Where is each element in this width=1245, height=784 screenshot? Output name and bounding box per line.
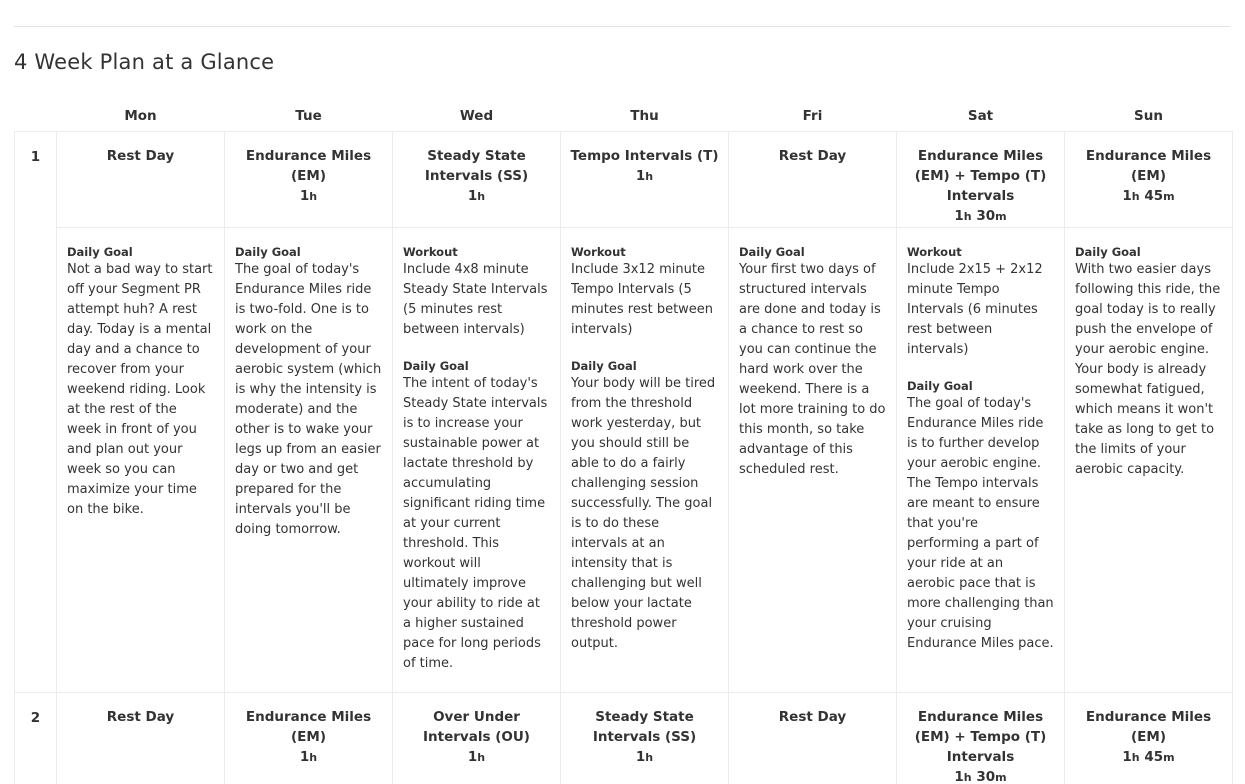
minutes-unit: m [1163,751,1175,764]
workout-name: Steady State Intervals (SS) [424,148,529,184]
workout-name: Endurance Miles (EM) [245,709,372,745]
week-summary-row [15,693,1233,784]
day-summary-cell [57,132,225,228]
workout-duration [1071,747,1226,768]
page-title: 4 Week Plan at a Glance [14,50,275,74]
minutes-unit: m [1163,190,1175,203]
hours-unit: h [963,210,972,223]
section-text: The intent of today's Steady State intervals is to increase your sustainable power at lactate threshold by accumulating significant riding time at your current threshold. This workout will ultimately improve your ability to ride at a higher sustained pace for long periods of time. [403,376,548,671]
workout-name: Steady State Intervals (SS) [592,709,697,745]
day-header: Fri [802,107,823,124]
minutes-unit: m [995,210,1007,223]
workout-name: Rest Day [778,709,847,725]
workout-name: Rest Day [106,148,175,164]
week-detail-row [15,228,1233,693]
week-number: 1 [15,132,57,693]
plan-table [14,100,1233,784]
workout-duration [1071,186,1226,207]
workout-name: Endurance Miles (EM) + Tempo (T) Intervals [914,148,1047,204]
duration-hours: 1 [954,769,964,784]
section-label: Daily Goal [235,245,301,259]
duration-minutes: 45 [1144,749,1164,765]
workout-duration [399,186,554,207]
day-detail-cell [897,228,1065,693]
day-detail-cell [393,228,561,693]
day-header: Tue [295,107,322,124]
section-label: Workout [907,245,962,259]
workout-name: Endurance Miles (EM) [245,148,372,184]
day-summary-cell [729,132,897,228]
workout-duration [903,767,1058,784]
duration-minutes: 30 [976,769,996,784]
day-header: Sat [967,107,994,124]
day-summary-cell [393,132,561,228]
workout-duration [903,206,1058,227]
section-text: Include 4x8 minute Steady State Intervals (5 minutes rest between intervals) [403,262,548,337]
hours-unit: h [309,751,318,764]
day-detail-cell [729,228,897,693]
day-summary-cell [1065,132,1233,228]
day-summary-cell [225,693,393,784]
duration-minutes: 45 [1144,188,1164,204]
section-label: Daily Goal [571,359,637,373]
section-text: Your first two days of structured intervals are done and today is a chance to rest so you can continue the hard work over the weekend. There is a lot more training to do this month, so take advantage of this scheduled rest. [739,262,886,477]
section-text: The goal of today's Endurance Miles ride is two-fold. One is to work on the development of your aerobic system (which is why the intensity is moderate) and the other is to wake your legs up from an easier day or two and get prepared for the intervals you'll be doing tomorrow. [235,262,382,537]
workout-duration [567,747,722,768]
workout-name: Endurance Miles (EM) + Tempo (T) Intervals [914,709,1047,765]
section-label: Daily Goal [739,245,805,259]
day-header: Mon [124,107,157,124]
duration-hours: 1 [1122,188,1132,204]
day-summary-cell [225,132,393,228]
section-text: Include 3x12 minute Tempo Intervals (5 minutes rest between intervals) [571,262,714,337]
day-summary-cell [897,132,1065,228]
hours-unit: h [963,771,972,784]
duration-hours: 1 [954,208,964,224]
day-summary-cell [561,693,729,784]
duration-hours: 1 [467,188,478,204]
day-detail-cell [225,228,393,693]
minutes-unit: m [995,771,1007,784]
duration-minutes: 30 [976,208,996,224]
day-summary-cell [57,693,225,784]
workout-duration [399,747,554,768]
section-text: Include 2x15 + 2x12 minute Tempo Intervals (6 minutes rest between intervals) [907,262,1043,357]
week-header [15,100,57,132]
workout-name: Rest Day [106,709,175,725]
workout-name: Endurance Miles (EM) [1085,709,1212,745]
day-header: Sun [1134,107,1163,124]
workout-name: Tempo Intervals (T) [570,148,719,164]
week-summary-row [15,132,1233,228]
workout-name: Over Under Intervals (OU) [423,709,530,745]
section-label: Daily Goal [1075,245,1141,259]
hours-unit: h [309,190,318,203]
plan-body [15,132,1233,784]
day-summary-cell [561,132,729,228]
top-divider [14,26,1230,27]
day-summary-cell [897,693,1065,784]
duration-hours: 1 [1122,749,1132,765]
day-detail-cell [57,228,225,693]
section-label: Workout [403,245,458,259]
hours-unit: h [1131,751,1140,764]
hours-unit: h [477,751,486,764]
duration-hours: 1 [635,749,646,765]
section-label: Daily Goal [67,245,133,259]
section-text: The goal of today's Endurance Miles ride is to further develop your aerobic engine. The Tempo intervals are meant to ensure that you're performing a part of your ride at an aerobic pace that is more challenging than your cruising Endurance Miles pace. [907,396,1054,651]
duration-hours: 1 [467,749,478,765]
day-header: Thu [630,107,659,124]
section-label: Workout [571,245,626,259]
hours-unit: h [1131,190,1140,203]
week-number: 2 [15,693,57,784]
hours-unit: h [477,190,486,203]
section-text: Your body will be tired from the threshold work yesterday, but you should still be able to do a fairly challenging session successfully. The goal is to do these intervals at an intensity that is challenging but well below your lactate threshold power output. [571,376,716,651]
workout-duration [231,186,386,207]
day-header-row [15,100,1233,132]
day-summary-cell [729,693,897,784]
section-label: Daily Goal [907,379,973,393]
day-detail-cell [1065,228,1233,693]
day-summary-cell [1065,693,1233,784]
hours-unit: h [645,170,654,183]
section-label: Daily Goal [403,359,469,373]
hours-unit: h [645,751,654,764]
duration-hours: 1 [299,188,310,204]
day-detail-cell [561,228,729,693]
section-text: With two easier days following this ride, the goal today is to really push the envelope of your aerobic engine. Your body is already somewhat fatigued, which means it won't take as long to get to the limits of your aerobic capacity. [1075,262,1221,477]
day-header: Wed [459,107,494,124]
day-summary-cell [393,693,561,784]
section-text: Not a bad way to start off your Segment PR attempt huh? A rest day. Today is a mental day and a chance to recover from your weekend riding. Look at the rest of the week in front of you and plan out your week so you can maximize your time on the bike. [67,262,213,517]
workout-duration [567,166,722,187]
workout-name: Rest Day [778,148,847,164]
duration-hours: 1 [635,168,646,184]
workout-name: Endurance Miles (EM) [1085,148,1212,184]
duration-hours: 1 [299,749,310,765]
workout-duration [231,747,386,768]
